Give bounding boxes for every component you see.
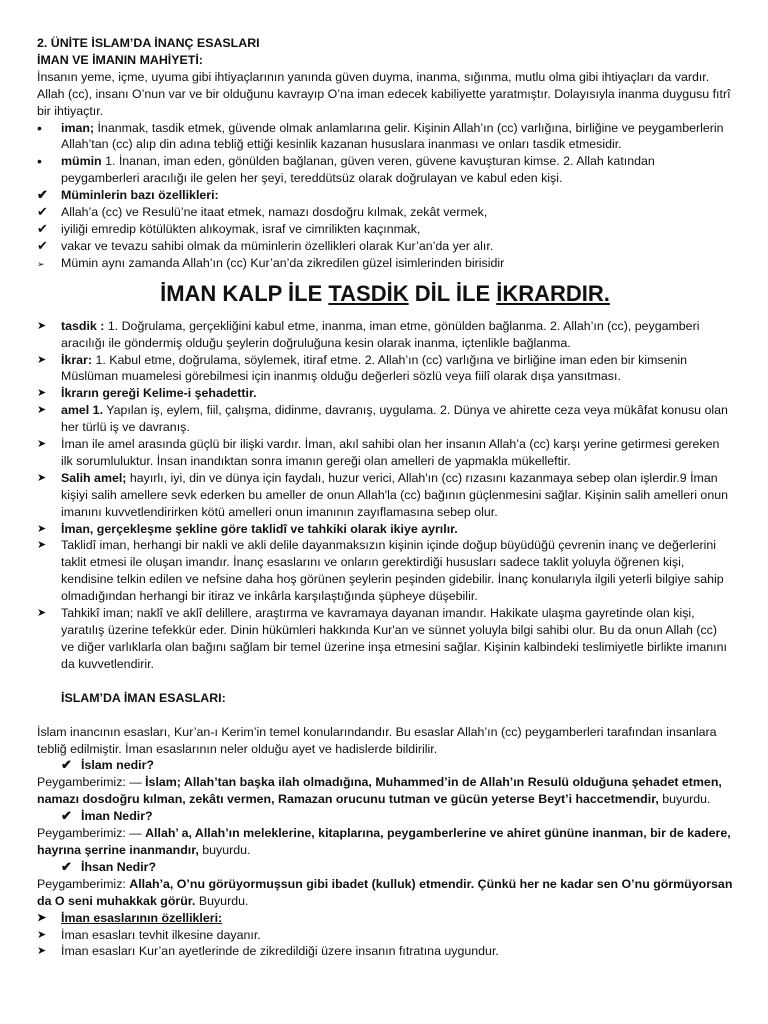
arrow-icon: ➤: [37, 607, 47, 620]
point-item: [37, 402, 733, 436]
point-item: [37, 318, 733, 352]
point-text: hayırlı, iyi, din ve dünya için faydalı, huzur verici, Allah'ın (cc) rızasını kazanmaya sebep olan işlerdir.9 İman kişiyi salih amellere sevk ederken bu ameller de onun Allah'la (cc) bağının güçlenmesini sağlar. Kişinin salih amelleri onun imanını kuvvetlendirirken kötü amelleri onun imanının zayıflamasına sebep olur.: [61, 470, 728, 519]
hadith-question: [37, 757, 733, 774]
check-icon: ✔: [37, 220, 48, 236]
trait-note-text: Mümin aynı zamanda Allah’ın (cc) Kur’an’da zikredilen güzel isimlerinden birisidir: [61, 255, 505, 270]
check-icon: ✔: [37, 187, 48, 203]
trait-item: [37, 204, 733, 221]
point-term: Salih amel;: [61, 470, 127, 485]
hadith-quote: Allah’a, O’nu görüyormuşsun gibi ibadet (kulluk) etmendir. Çünkü her ne kadar sen O’nu görmüyorsan da O seni muhakkak görür.: [37, 876, 733, 908]
definition-text: 1. İnanan, iman eden, gönülden bağlanan, güven veren, güvene kavuşturan kimse. 2. Allah katından peygamberleri aracılığı ile gelen her şeyi, tereddütsüz olarak doğrulayan ve kabul eden kişi.: [61, 154, 655, 186]
hadith-question-text: İman Nedir?: [81, 809, 153, 824]
point-item: [37, 605, 733, 673]
arrow-icon: ➤: [37, 404, 47, 417]
arrow-icon: ➤: [37, 353, 47, 366]
hadith-answer: [37, 774, 733, 808]
trait-text: iyiliği emredip kötülükten alıkoymak, israf ve cimrilikten kaçınmak,: [61, 221, 421, 236]
document-page: [37, 35, 733, 960]
point-text: 1. Kabul etme, doğrulama, söylemek, itiraf etme. 2. Allah’ın (cc) varlığına ve birliğine iman eden bir kimsenin Müslüman muamelesi görebilmesi için inanmış olduğu değerleri sözlü veya fiilî olarak dışa yansıtması.: [61, 352, 688, 384]
hadith-quote: İslam; Allah’tan başka ilah olmadığına, Muhammed’in de Allah’ın Resulü olduğuna şehadet etmen, namazı dosdoğru kılman, zekâtı vermen, Ramazan orucunu tutman ve gücün yeterse Beyt’i haccetmendir,: [37, 775, 722, 807]
point-text: Tahkikî iman; naklî ve aklî delillere, araştırma ve kavramaya dayanan imandır. Hakikate ulaşma gayretinde olan kişi, yaratılış üzerine tefekkür eder. Dinin hükümleri hakkında Kur'an ve sünnet yoluyla bilgi sahibi olur. Bu da onun Allah (cc) ve diğer varlıklarla olan bağını sağlam bir temel üzerine inşa etmesini sağlar. Kişinin kalbindeki teslimiyetle birlikte imanını da kuvvetlendirir.: [61, 606, 727, 671]
trait-text: Allah’a (cc) ve Resulü’ne itaat etmek, namazı dosdoğru kılmak, zekât vermek,: [61, 205, 488, 220]
title-part: DİL İLE: [408, 280, 497, 306]
trait-item: [37, 238, 733, 255]
features-heading-text: İman esaslarının özellikleri:: [61, 910, 223, 925]
section-heading: İSLAM’DA İMAN ESASLARI:: [61, 690, 226, 705]
hadith-prefix: Peygamberimiz: —: [37, 826, 146, 841]
point-item: [37, 521, 733, 538]
check-icon: ✔: [61, 757, 72, 773]
point-text: 1. Doğrulama, gerçekliğini kabul etme, inanma, iman etme, gönülden bağlanma. 2. Allah’ın (cc), peygamberi aracılığı ile göndermiş olduğu şeylerin doğruluğuna kesin olarak inanma, içtenlikle bağlanma.: [61, 318, 700, 350]
hadith-question: [37, 808, 733, 825]
bullet-icon: •: [37, 153, 42, 170]
hadith-answer: [37, 825, 733, 859]
unit-heading: 2. ÜNİTE İSLAM’DA İNANÇ ESASLARI: [37, 36, 260, 50]
hadith-suffix: buyurdu.: [658, 792, 711, 807]
traits-heading-text: Müminlerin bazı özellikleri:: [61, 188, 219, 203]
point-item: [37, 352, 733, 386]
hadith-answer: [37, 876, 733, 910]
definition-item: [37, 153, 733, 187]
arrow-icon: ➤: [37, 911, 47, 924]
bullet-icon: •: [37, 119, 42, 136]
point-item: [37, 385, 733, 402]
title-underlined-tasdik: TASDİK: [328, 280, 409, 306]
hadith-quote: Allah’ a, Allah’ın meleklerine, kitaplarına, peygamberlerine ve ahiret gününe inanman, bir de kadere, hayrına şerrine inanmandır,: [37, 826, 731, 857]
hadith-prefix: Peygamberimiz:: [37, 876, 130, 891]
point-item: [37, 436, 733, 470]
point-item: [37, 470, 733, 521]
hadith-question-text: İhsan Nedir?: [81, 859, 157, 874]
point-term: İkrar:: [61, 352, 92, 367]
point-term: amel 1.: [61, 403, 104, 418]
hadith-suffix: buyurdu.: [198, 842, 251, 857]
point-text: Yapılan iş, eylem, fiil, çalışma, didinme, davranış, uygulama. 2. Dünya ve ahirette ceza veya mükâfat konusu olan her türlü iş ve davranış.: [61, 403, 728, 435]
hadith-prefix: Peygamberimiz: —: [37, 775, 146, 790]
check-icon: ✔: [61, 808, 72, 824]
traits-heading: [37, 187, 733, 204]
point-text: Taklidî iman, herhangi bir nakli ve akli delile dayanmaksızın kişinin içinde doğup büyüdüğü çevrenin inanç ve değerlerini taklit etmesi ile oluşan imandır. İnanç esaslarını ve onların gerektirdiği hususları sadece taklit yoluyla öğrenen kişi, kendisine telkin edilen ve nefsine daha hoş görünen şeylerin peşinden gidebilir. İnanç konularıyla ilgili yeterli bilgiye sahip olmadığından herhangi bir itiraz ve inkârla karşılaştığında şüpheye düşebilir.: [61, 538, 724, 604]
arrow-icon: ➤: [37, 522, 47, 535]
arrow-icon: ➤: [37, 945, 47, 958]
definition-term: iman;: [61, 120, 95, 135]
section-intro: İslam inancının esasları, Kur’an-ı Kerim’in temel konularındandır. Bu esaslar Allah’ın (cc) peygamberleri tarafından insanlara tebliğ edilmiştir. İman esaslarının neler olduğu ayet ve hadislerde bildirilir.: [37, 724, 717, 756]
feature-text: İman esasları tevhit ilkesine dayanır.: [61, 927, 261, 942]
arrow-icon: ➤: [37, 319, 47, 332]
definition-text: İnanmak, tasdik etmek, güvende olmak anlamlarına gelir. Kişinin Allah’ın (cc) varlığına, birliğine ve peygamberlerin Allah’tan (cc) alıp din adına tebliğ ettiği kesinlik kazanan hususlara inanması ve onları tasdik etmesidir.: [61, 120, 724, 152]
point-term: tasdik :: [61, 318, 105, 333]
arrow-icon: ➤: [37, 471, 47, 484]
trait-item: [37, 221, 733, 238]
definition-term: mümin: [61, 154, 102, 169]
hadith-question: [37, 859, 733, 876]
intro-paragraph: İnsanın yeme, içme, uyuma gibi ihtiyaçlarının yanında güven duyma, inanma, sığınma, mutlu olma gibi ihtiyaçları da vardır. Allah (cc), insanı O’nun var ve bir olduğunu kavrayıp O’na iman edecek kabiliyette yaratmıştır. Dolayısıyla inanma duygusu fıtrî bir ihtiyaçtır.: [37, 69, 731, 118]
spacer: [37, 673, 733, 690]
arrow-icon: ➤: [37, 539, 47, 552]
point-term: İkrarın gereği Kelime-i şehadettir.: [61, 386, 257, 401]
check-icon: ✔: [37, 237, 48, 253]
title-part: İMAN KALP İLE: [160, 280, 329, 306]
feature-item: [37, 927, 733, 944]
arrow-icon: ➤: [37, 387, 47, 400]
point-item: [37, 537, 733, 605]
main-title: [37, 281, 733, 307]
point-text: İman ile amel arasında güçlü bir ilişki vardır. İman, akıl sahibi olan her insanın Allah’a (cc) karşı yerine getirmesi gereken ilk sorumluluktur. İnsan inandıktan sonra imanın gereği olan amelleri de yapmakla mükelleftir.: [61, 437, 720, 468]
definition-item: [37, 120, 733, 154]
trait-note: [37, 255, 733, 272]
arrow-icon: ➢: [37, 258, 45, 269]
feature-item: [37, 943, 733, 960]
arrow-icon: ➤: [37, 438, 47, 451]
features-heading: [37, 910, 733, 927]
arrow-icon: ➤: [37, 928, 47, 941]
hadith-suffix: Buyurdu.: [195, 893, 249, 908]
section-subtitle: İMAN VE İMANIN MAHİYETİ:: [37, 52, 203, 67]
check-icon: ✔: [37, 204, 48, 220]
title-underlined-ikrar: İKRARDIR.: [496, 280, 610, 306]
hadith-question-text: İslam nedir?: [81, 758, 154, 773]
point-term: İman, gerçekleşme şekline göre taklidî ve tahkiki olarak ikiye ayrılır.: [61, 521, 458, 536]
spacer: [37, 707, 733, 724]
trait-text: vakar ve tevazu sahibi olmak da müminlerin özellikleri olarak Kur’an’da yer alır.: [61, 238, 494, 253]
feature-text: İman esasları Kur’an ayetlerinde de zikredildiği üzere insanın fıtratına uygundur.: [61, 944, 499, 959]
check-icon: ✔: [61, 858, 72, 874]
